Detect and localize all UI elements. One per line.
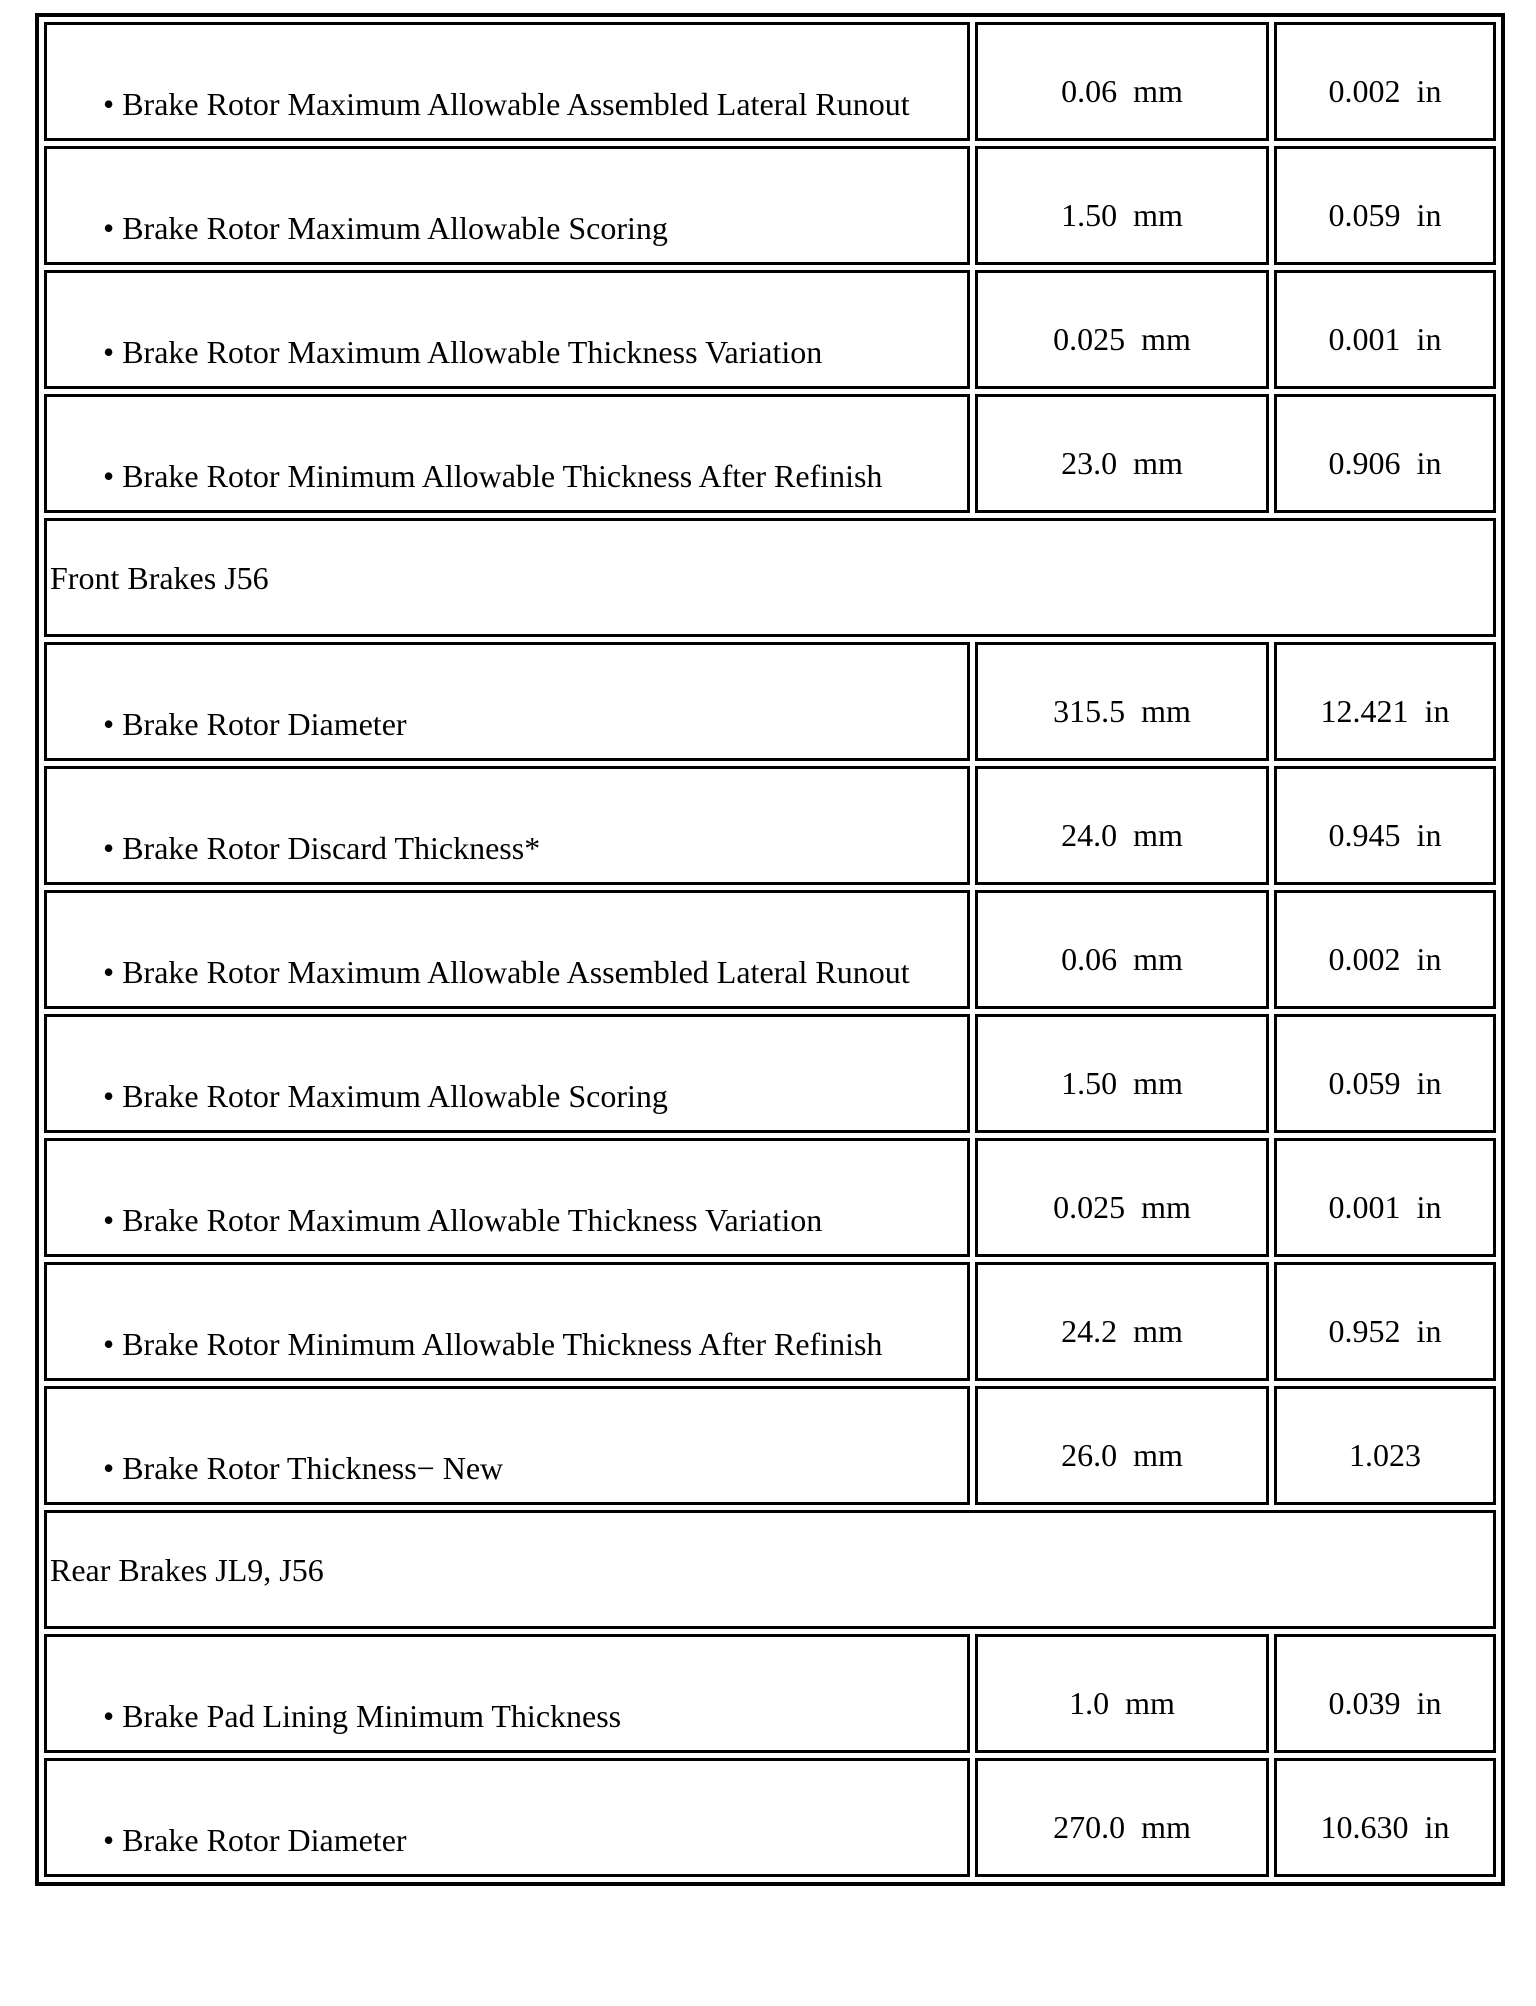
table-row: [44, 1386, 1496, 1505]
english-value: 12.421 in: [1274, 642, 1496, 761]
metric-value: 26.0 mm: [975, 1386, 1269, 1505]
spec-label: Brake Rotor Minimum Allowable Thickness After Refinish: [122, 1326, 883, 1362]
section-title: Front Brakes J56: [44, 518, 1496, 637]
table-row: [44, 642, 1496, 761]
spec-label-cell: [44, 22, 970, 141]
table-body: [44, 22, 1496, 1877]
english-value: 0.059 in: [1274, 146, 1496, 265]
spec-label-cell: [44, 146, 970, 265]
spec-label: Brake Rotor Diameter: [122, 706, 407, 742]
spec-label: Brake Rotor Discard Thickness*: [122, 830, 541, 866]
english-value: 0.001 in: [1274, 1138, 1496, 1257]
spec-label-cell: [44, 642, 970, 761]
metric-value: 1.50 mm: [975, 1014, 1269, 1133]
table-row: [44, 1758, 1496, 1877]
spec-label-cell: [44, 270, 970, 389]
spec-label-cell: [44, 394, 970, 513]
spec-label: Brake Rotor Maximum Allowable Assembled Lateral Runout: [122, 954, 910, 990]
metric-value: 0.06 mm: [975, 890, 1269, 1009]
metric-value: 0.025 mm: [975, 270, 1269, 389]
table-row: [44, 766, 1496, 885]
bullet-icon: •: [103, 1450, 115, 1486]
bullet-icon: •: [103, 1078, 115, 1114]
section-header-row: [44, 1510, 1496, 1629]
table-row: [44, 394, 1496, 513]
metric-value: 1.50 mm: [975, 146, 1269, 265]
spec-label: Brake Rotor Maximum Allowable Thickness Variation: [122, 334, 823, 370]
metric-value: 24.2 mm: [975, 1262, 1269, 1381]
brake-specifications-table: [35, 13, 1505, 1886]
spec-label-cell: [44, 1386, 970, 1505]
english-value: 10.630 in: [1274, 1758, 1496, 1877]
metric-value: 315.5 mm: [975, 642, 1269, 761]
english-value: 0.039 in: [1274, 1634, 1496, 1753]
english-value: 0.002 in: [1274, 890, 1496, 1009]
spec-label-cell: [44, 1138, 970, 1257]
spec-label-cell: [44, 1014, 970, 1133]
bullet-icon: •: [103, 954, 115, 990]
bullet-icon: •: [103, 1202, 115, 1238]
english-value: 0.059 in: [1274, 1014, 1496, 1133]
english-value: 0.002 in: [1274, 22, 1496, 141]
spec-label: Brake Rotor Minimum Allowable Thickness After Refinish: [122, 458, 883, 494]
bullet-icon: •: [103, 210, 115, 246]
bullet-icon: •: [103, 86, 115, 122]
spec-label-cell: [44, 1758, 970, 1877]
spec-label-cell: [44, 890, 970, 1009]
table-row: [44, 22, 1496, 141]
table-row: [44, 270, 1496, 389]
bullet-icon: •: [103, 334, 115, 370]
english-value: 0.001 in: [1274, 270, 1496, 389]
spec-label: Brake Rotor Maximum Allowable Assembled Lateral Runout: [122, 86, 910, 122]
english-value: 0.906 in: [1274, 394, 1496, 513]
table-row: [44, 1634, 1496, 1753]
metric-value: 0.025 mm: [975, 1138, 1269, 1257]
table-row: [44, 1262, 1496, 1381]
metric-value: 270.0 mm: [975, 1758, 1269, 1877]
spec-label-cell: [44, 1634, 970, 1753]
bullet-icon: •: [103, 706, 115, 742]
table-row: [44, 1138, 1496, 1257]
section-header-row: [44, 518, 1496, 637]
spec-label: Brake Rotor Thickness− New: [122, 1450, 504, 1486]
table-row: [44, 1014, 1496, 1133]
bullet-icon: •: [103, 1698, 115, 1734]
metric-value: 0.06 mm: [975, 22, 1269, 141]
metric-value: 24.0 mm: [975, 766, 1269, 885]
section-title: Rear Brakes JL9, J56: [44, 1510, 1496, 1629]
bullet-icon: •: [103, 458, 115, 494]
spec-label-cell: [44, 1262, 970, 1381]
spec-label: Brake Rotor Maximum Allowable Thickness Variation: [122, 1202, 823, 1238]
spec-label: Brake Rotor Maximum Allowable Scoring: [122, 210, 668, 246]
bullet-icon: •: [103, 830, 115, 866]
english-value: 0.952 in: [1274, 1262, 1496, 1381]
english-value: 0.945 in: [1274, 766, 1496, 885]
spec-label: Brake Pad Lining Minimum Thickness: [122, 1698, 622, 1734]
metric-value: 23.0 mm: [975, 394, 1269, 513]
spec-label: Brake Rotor Diameter: [122, 1822, 407, 1858]
english-value: 1.023: [1274, 1386, 1496, 1505]
metric-value: 1.0 mm: [975, 1634, 1269, 1753]
spec-label-cell: [44, 766, 970, 885]
table-row: [44, 146, 1496, 265]
spec-label: Brake Rotor Maximum Allowable Scoring: [122, 1078, 668, 1114]
bullet-icon: •: [103, 1326, 115, 1362]
bullet-icon: •: [103, 1822, 115, 1858]
table-row: [44, 890, 1496, 1009]
